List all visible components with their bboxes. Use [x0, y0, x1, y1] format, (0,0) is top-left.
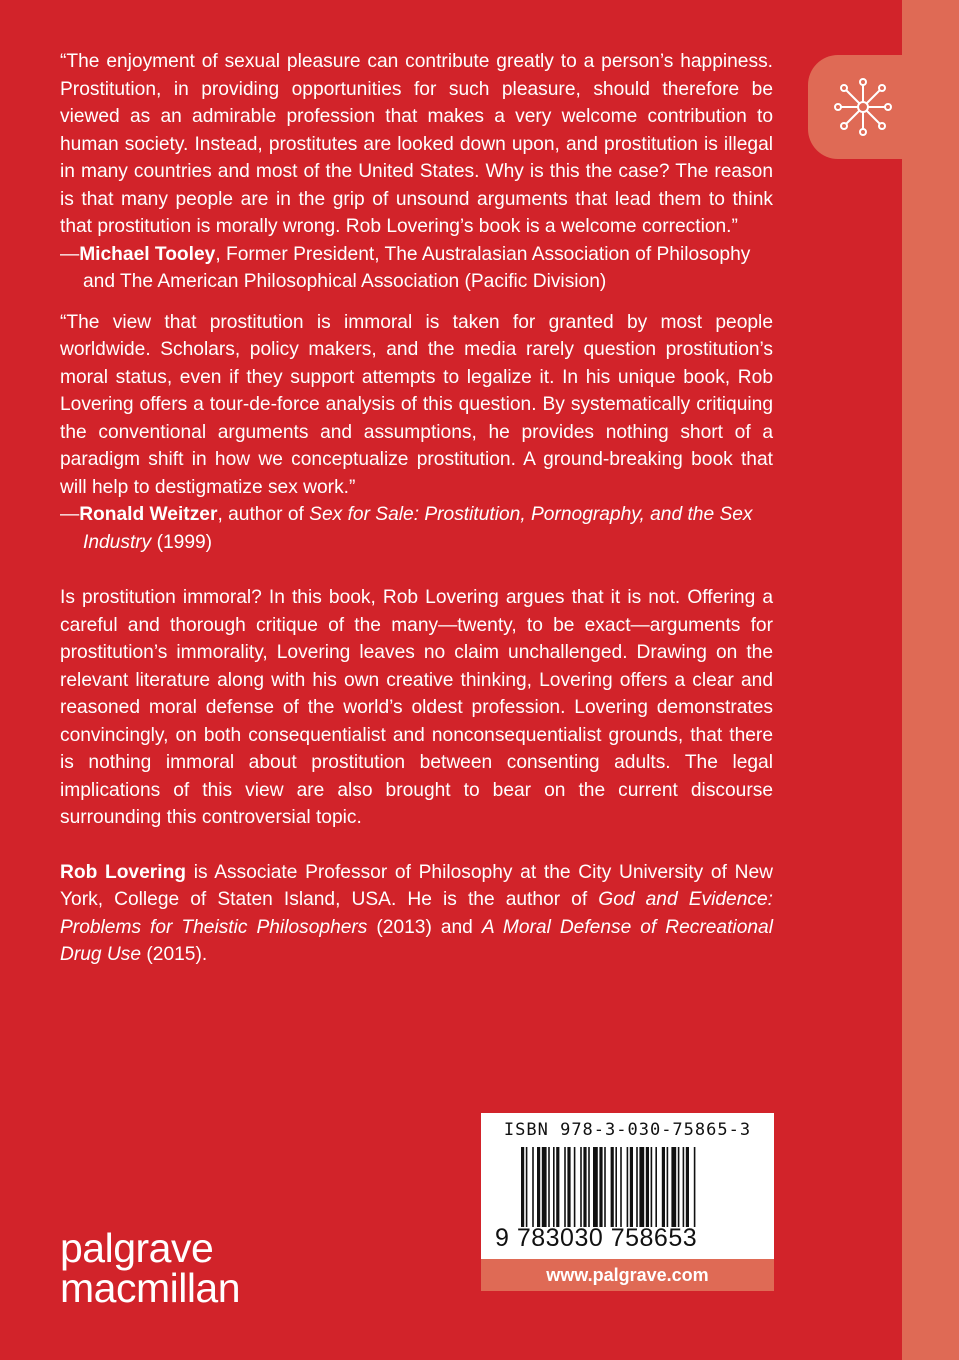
publisher-url: www.palgrave.com	[481, 1259, 774, 1291]
barcode-bar	[604, 1147, 606, 1227]
barcode-bar	[620, 1147, 622, 1227]
publisher-logo	[60, 1225, 241, 1311]
book-spine	[902, 0, 959, 1360]
barcode-bar	[532, 1147, 534, 1227]
barcode-bar	[611, 1147, 614, 1227]
barcode-bar	[678, 1147, 680, 1227]
quote-2-book-title: Sex for Sale: Prostitution, Pornography, and the Sex Industry	[83, 504, 753, 553]
bio-book-2: A Moral Defense of Recreational Drug Use	[60, 916, 773, 965]
barcode-digits: 9 783030 758653	[495, 1224, 698, 1252]
barcode-bar	[526, 1147, 528, 1227]
barcode-bar	[580, 1147, 582, 1227]
back-cover-text	[60, 48, 773, 969]
bio-text-3: (2015).	[141, 944, 208, 965]
quote-2-role: , author of	[217, 504, 310, 525]
quote-1-attribution	[60, 241, 773, 296]
barcode-bar	[588, 1147, 590, 1227]
barcode-bar	[548, 1147, 550, 1227]
bio-text-1: is Associate Professor of Philosophy at the City University of New York, College of Staten Island, USA. He is the author of	[60, 861, 774, 910]
barcode-bar	[537, 1147, 540, 1227]
quote-1-role: , Former President, The Australasian Association of Philosophy and The American Philosophical Association (Pacific Division)	[83, 243, 751, 292]
barcode-bar	[567, 1147, 570, 1227]
isbn-label: ISBN 978-3-030-75865-3	[503, 1120, 752, 1140]
bio-text-2: (2013) and	[367, 916, 482, 938]
bio-author-name: Rob Lovering	[60, 861, 187, 883]
barcode-bar	[683, 1147, 685, 1227]
barcode-bar	[564, 1147, 566, 1227]
barcode-bar	[655, 1147, 657, 1227]
barcode-bar	[627, 1147, 629, 1227]
barcode-bar	[542, 1147, 547, 1227]
quote-1-author: Michael Tooley	[79, 243, 216, 265]
bio-book-1: God and Evidence: Problems for Theistic Philosophers	[60, 889, 773, 938]
barcode-bar	[646, 1147, 649, 1227]
palgrave-network-icon	[832, 76, 894, 138]
barcode-bar	[593, 1147, 598, 1227]
barcode-bar	[553, 1147, 555, 1227]
barcode-bar	[630, 1147, 633, 1227]
quote-2-dash: —	[60, 504, 80, 525]
quote-1-dash: —	[60, 243, 80, 265]
quote-2-attribution	[60, 501, 773, 556]
publisher-line-2: macmillan	[60, 1265, 241, 1311]
quote-2-year: (1999)	[151, 531, 213, 553]
quote-2-text: “The view that prostitution is immoral is taken for granted by most people worldwide. Scholars, policy makers, and the media rarely question prostitution’s moral status, even if they support attempts to legalize it. In his unique book, Rob Lovering offers a tour-de-force analysis of this question. By systematically critiquing the conventional arguments and assumptions, he provides nothing short of a paradigm shift in how we conceptualize prostitution. A ground-breaking book that will help to destigmatize sex work.”	[60, 311, 773, 498]
barcode-bar	[583, 1147, 586, 1227]
barcode-bar	[599, 1147, 602, 1227]
author-bio	[60, 859, 773, 969]
barcode-bar	[636, 1147, 638, 1227]
barcode-bar	[667, 1147, 669, 1227]
barcode-bar	[671, 1147, 676, 1227]
barcode-bar	[615, 1147, 617, 1227]
barcode-bar	[686, 1147, 689, 1227]
barcode-bar	[556, 1147, 559, 1227]
barcode-block	[481, 1113, 774, 1291]
book-description: Is prostitution immoral? In this book, Rob Lovering argues that it is not. Offering a careful and thorough critique of the many—twenty, to be exact—arguments for prostitution’s immorality, Lovering leaves no claim unchallenged. Drawing on the relevant literature along with his own creative thinking, Lovering offers a clear and reasoned moral defense of the world’s oldest profession. Lovering demonstrates convincingly, on both consequentialist and nonconsequentialist grounds, that there is nothing immoral about prostitution between consenting adults. The legal implications of this view are also brought to bear on the current discourse surrounding this controversial topic.	[60, 587, 773, 828]
barcode-bar	[694, 1147, 696, 1227]
barcode-bars	[521, 1147, 741, 1227]
quote-1-text: “The enjoyment of sexual pleasure can contribute greatly to a person’s happiness. Prostitution, in providing opportunities for such pleasure, should therefore be viewed as an admirable profession that makes a very welcome contribution to human society. Instead, prostitutes are looked down upon, and prostitution is illegal in many countries and most of the United States. Why is this the case? The reason is that many people are in the grip of unsound arguments that lead them to think that prostitution is morally wrong. Rob Lovering’s book is a welcome correction.”	[60, 51, 773, 237]
publisher-line-1: palgrave	[60, 1225, 214, 1271]
barcode-bar	[662, 1147, 665, 1227]
barcode-bar	[651, 1147, 653, 1227]
barcode-bar	[521, 1147, 524, 1227]
barcode-bar	[639, 1147, 644, 1227]
barcode-bar	[574, 1147, 576, 1227]
logo-tab	[808, 55, 918, 159]
quote-2-author: Ronald Weitzer	[79, 504, 218, 525]
